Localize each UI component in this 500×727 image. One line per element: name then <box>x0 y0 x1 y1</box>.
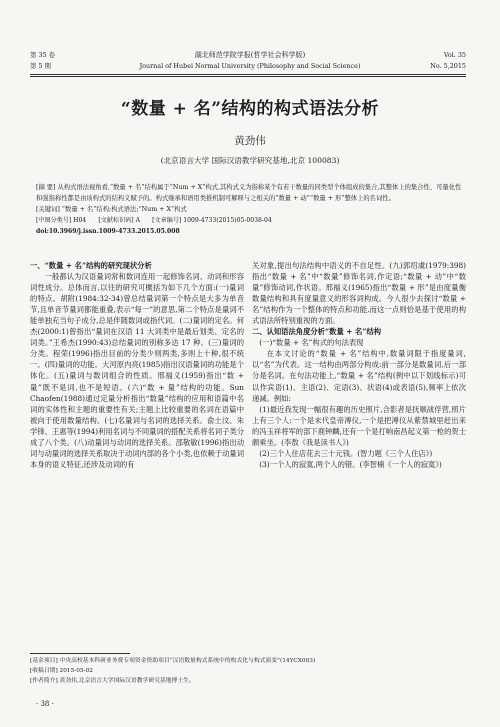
header-rule <box>30 74 466 75</box>
subsection-heading: (一)“数量 + 名”构式的句法表现 <box>259 338 364 348</box>
abstract: [摘 要] 从构式语法视角看,“数量 + 名”结构属于“Num + X”构式,其构式义为指称某个有若干数量的同类型个体组成的集合,其整体上的集合性、可量化性和强指称性都是由该构式的结构义赋予的。构式继承和语用类推机制可解释与之相关的“数量 + 动”“数量 + 形”整体上的名词性。 <box>36 184 462 202</box>
body-paragraph: 在本文讨论的“数量 + 名”结构中,数量词限于指度量词,以“名”为代表。这一结构由两部分构成:前一部分是数量词,后一部分是名词。在句法功能上,“数量 + 名”结构(例中以下划线标示)可以作宾语(1)、主语(2)、定语(3)、状语(4)或表语(5),频率上依次递减。例如: <box>252 349 466 403</box>
footnote-funding: [基金项目] 中央高校基本科研业务费专项资金资助项目“汉语数量构式系统中的构式化与构式演变”(14YCX003) <box>30 658 316 664</box>
issue-label: 第 5 期 <box>30 62 51 70</box>
article-title: “数量 + 名”结构的构式语法分析 <box>120 99 380 119</box>
author-affiliation: (北京语言大学 国际汉语教学研究基地,北京 100083) <box>160 156 340 165</box>
article-author: 黄劲伟 <box>234 135 266 147</box>
footnotes <box>30 656 466 686</box>
header-rule-thin <box>30 76 466 77</box>
issue-label-en: No. 5,2015 <box>430 62 466 70</box>
section-heading-2: 二、认知语法角度分析“数量 + 名”结构 <box>252 327 382 337</box>
body-column-right <box>252 260 466 470</box>
section-heading-1: 一、“数量 + 名”结构的研究现状分析 <box>30 261 152 270</box>
example-1: (1)最近我发现一幅很有趣的历史照片,合影者是抚顺战俘营,照片上有三个人:一个是末代皇帝溥仪,一个是把溥仪从紫禁城里赶出来的冯玉祥将军的部下鹿钟麟,还有一个是打响南昌起义第一枪的贺士颇乘坐。(李敖《我是读书人》) <box>252 404 466 447</box>
running-header-left <box>30 50 55 72</box>
footnote-author-bio: [作者简介] 黄劲伟,北京语言大学国际汉语教学研究基地博士生。 <box>30 678 195 684</box>
example-2: (2)三个人住店花去三十元钱。(智力题《三个人住店》) <box>259 448 433 458</box>
journal-name-cn: 湖北师范学院学报(哲学社会科学版) <box>194 51 306 59</box>
page-number: · 38 · <box>36 700 54 708</box>
footnote-rule <box>30 653 130 654</box>
body-column-left <box>30 260 244 470</box>
journal-name-en: Journal of Hubei Normal University (Philosophy and Social Science) <box>139 62 361 70</box>
volume-label-en: Vol. 35 <box>443 51 466 59</box>
example-3: (3)一个人的寂寞,两个人的错。(李智楠《一个人的寂寞》) <box>259 459 442 469</box>
abstract-block <box>36 182 462 237</box>
body-paragraph: 一般都认为汉语量词常和数词连用一起修饰名词、动词和形容词性成分。总体而言,以往的研究可概括为如下几个方面:(一)量词的特点。胡附(1984:32-34)曾总结量词第一个特点是大多为单音节,且单音节量词都能重叠,表示“每一”的意思,第二个特点是量词不能单独充当句子成分,总是伴随数词或指代词。(二)量词的定名。何杰(2000:1)曾指出“量词在汉语 11 大词类中是最后划类、定名的词类。”王希杰(1990:43)总结量词的别称多达 17 种。(三)量词的分类。程荣(1996)指出目前的分类少则两类,多则上十种,很不统一。(四)量词的功能。大河原内亮(1985)指出汉语量词的功能是个体化。(五)量词与数词组合的性质。邢福义(1959)指出“数 + 量”既不是词,也不是短语。(六)“数 + 量”结构的功能。Sun Chaofen(1988)通过定量分析指出“数量”结构的应用和语篇中名词的实体性和主题的重要性有关;主题上比较重要的名词在语篇中被向于使用数量结构。(七)名量词与名词的选择关系。俞士汶、朱学锋、王惠等(1994)利用名词与不同量词的搭配关系将名词子类分成了八个类。(八)动量词与动词的选择关系。邵敬敏(1996)指出动词与动量词的选择关系取决于动词内部的各个小类,也依赖于动量词本身的语义特征,还涉及动词的有 <box>30 272 244 469</box>
footnote-received: [收稿日期] 2015-05-02 <box>30 668 93 674</box>
classification-line: [中图分类号] H04 [文献标识码] A [文章编号] 1009-4733(2015)05-0038-04 <box>36 217 272 224</box>
running-header-center <box>120 50 380 72</box>
doi-line: doi:10.3969/j.issn.1009-4733.2015.05.008 <box>36 228 180 235</box>
body-paragraph-continued: 关对象,提出句法结构中语义的不自足性。(九)郭绍虞(1979:398)指出“数量 + 名”中“数量”修饰名词,作定语;“数量 + 动”中“数量”修饰动词,作状语。邢福义(1965)指出“数量 + 形”是由度量衡数量结构和具有度量意义的形容词构成。今人很少去探讨“数量 + 名”结构作为一个整体的特点和功能,而这一点则恰是基于使用的构式语法所特别重视的方面。 <box>252 261 466 326</box>
running-header-right <box>430 50 466 72</box>
keywords: [关键词] “数量 + 名”结构;构式语法;“Num + X”构式 <box>36 206 187 213</box>
volume-label: 第 35 卷 <box>30 51 55 59</box>
